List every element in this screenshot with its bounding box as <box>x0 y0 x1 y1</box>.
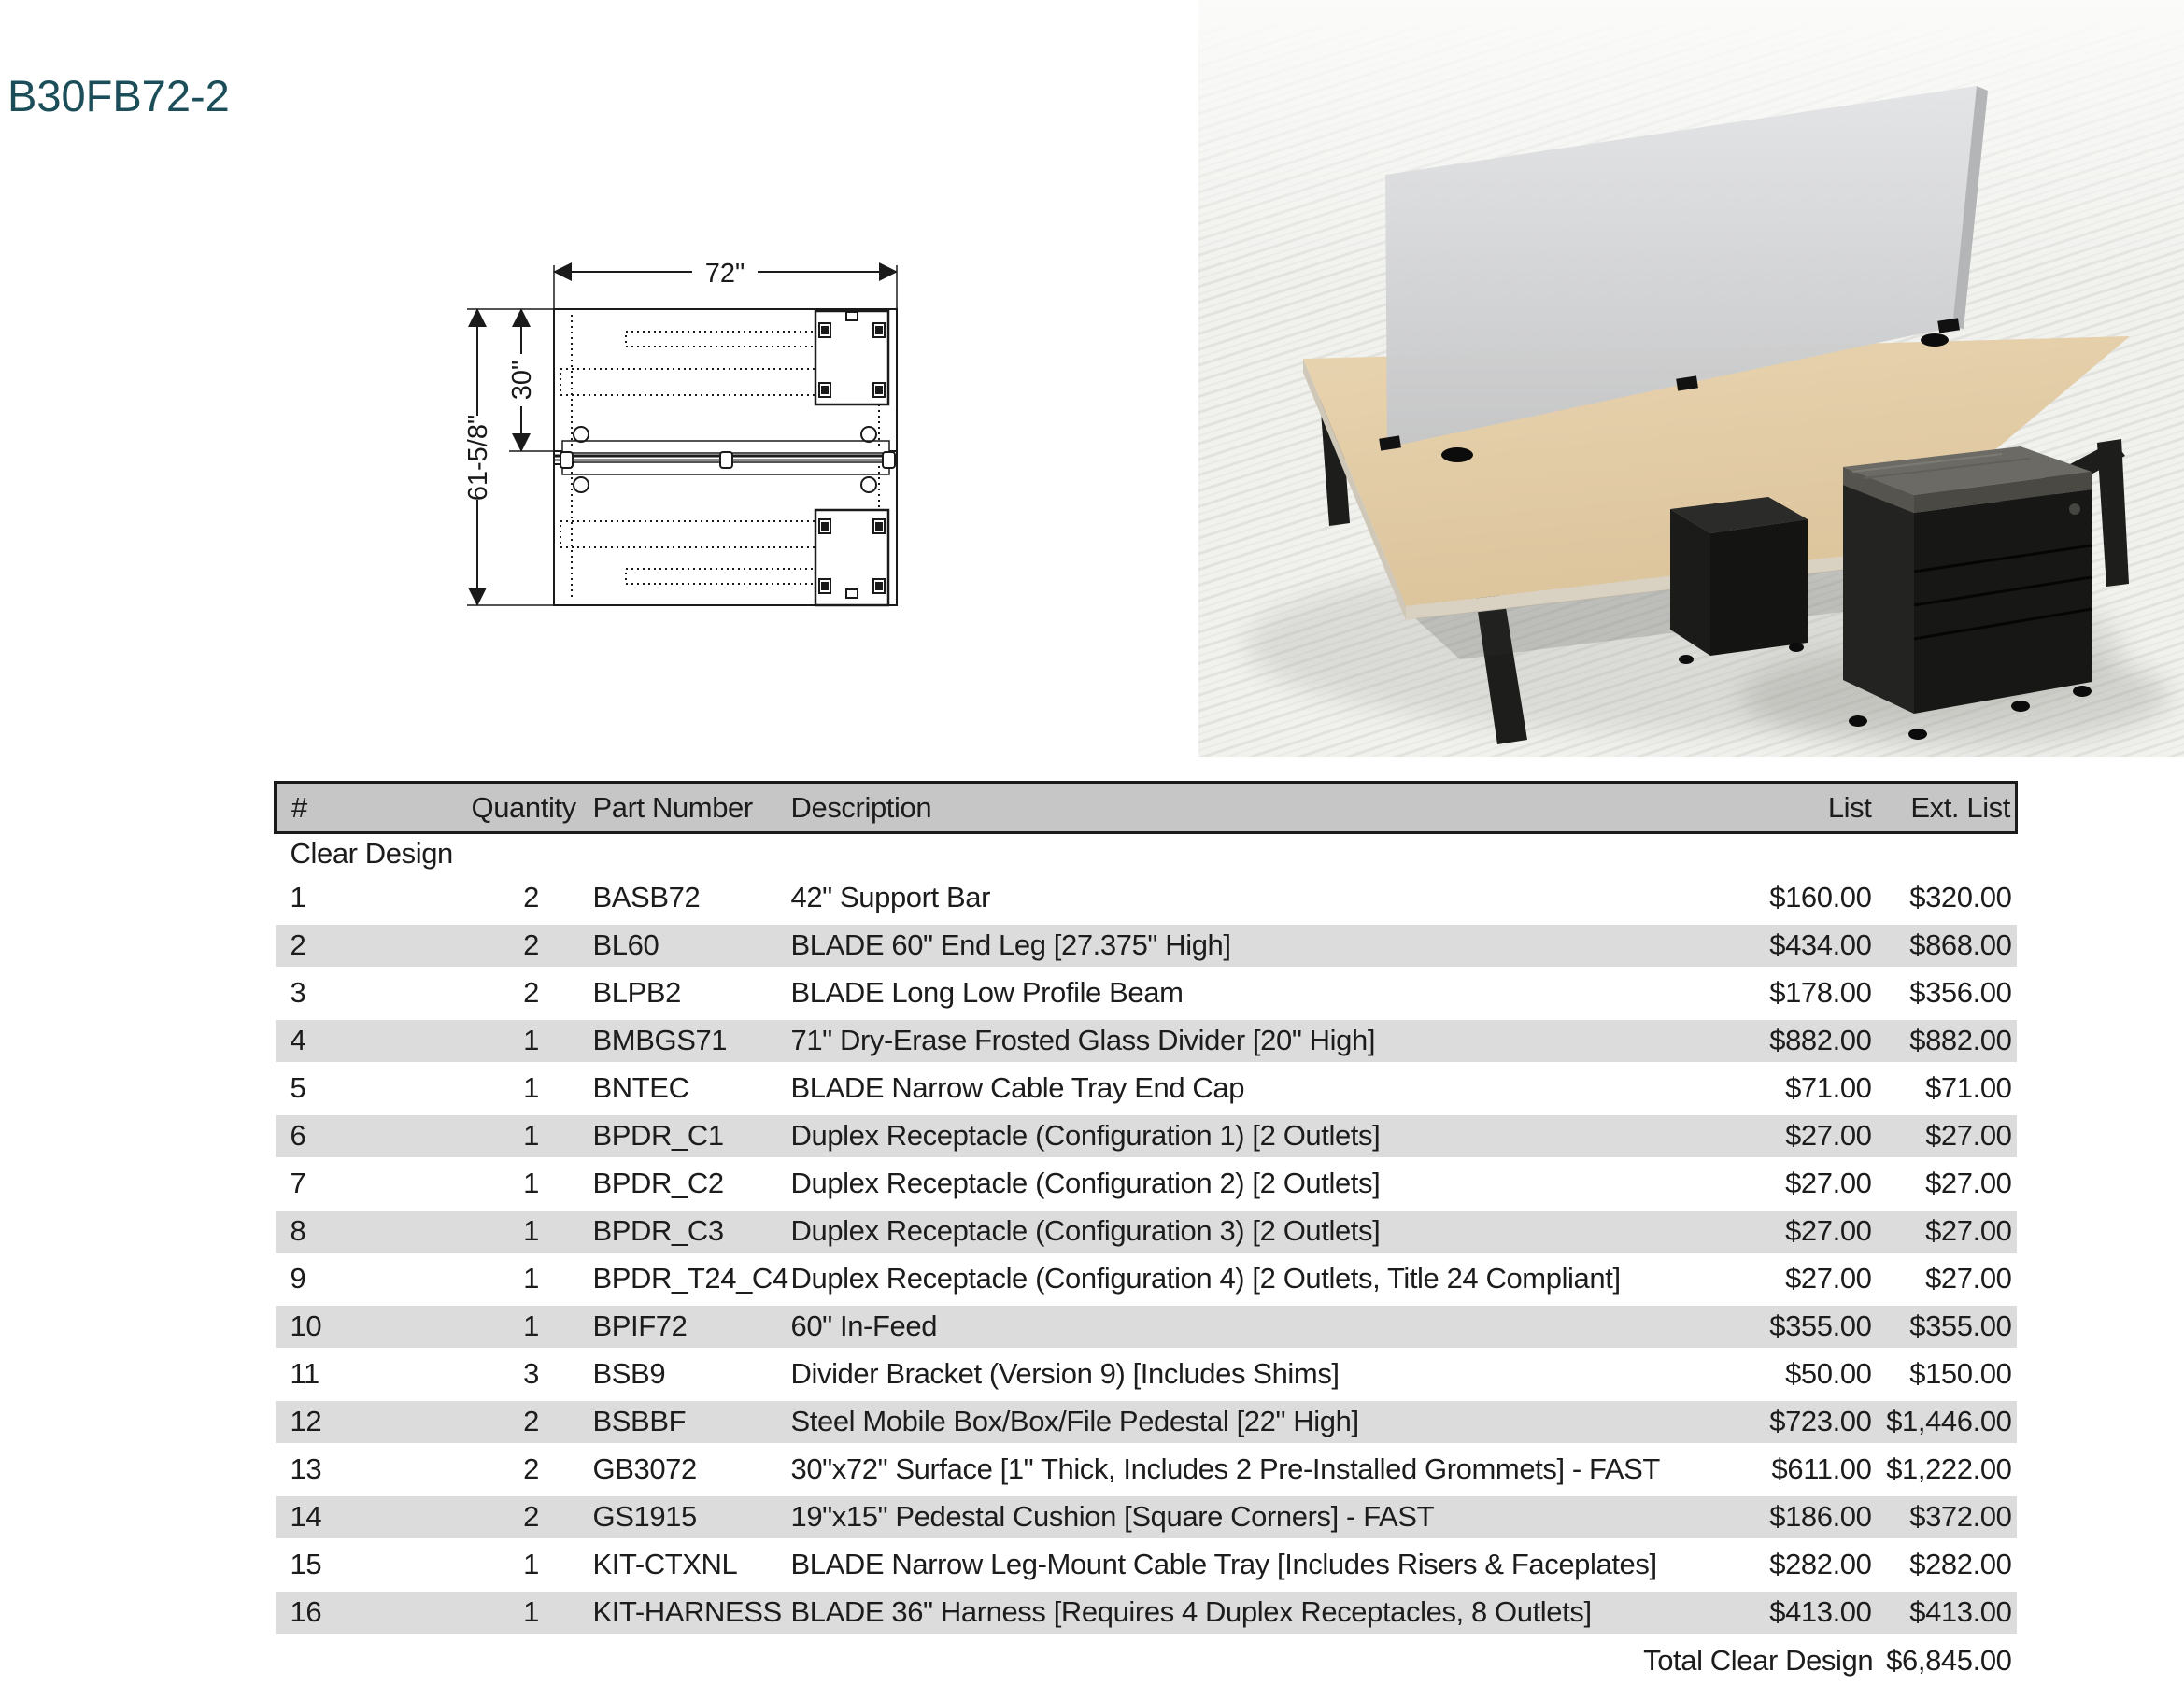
cell-qty: 2 <box>523 881 539 913</box>
total-amount: $6,845.00 <box>1886 1643 2012 1677</box>
drawing-grommet <box>861 427 876 442</box>
cell-qty: 1 <box>523 1071 539 1104</box>
table-row <box>276 1351 2017 1398</box>
cell-part: GS1915 <box>593 1494 791 1541</box>
cell-desc: Steel Mobile Box/Box/File Pedestal [22" High] <box>791 1398 1722 1446</box>
cell-ext: $27.00 <box>1872 1208 2017 1255</box>
cell-qty: 2 <box>523 1452 539 1485</box>
cell-qty: 1 <box>470 1112 593 1160</box>
table-row <box>276 1589 2017 1636</box>
cell-desc: Duplex Receptacle (Configuration 4) [2 Outlets, Title 24 Compliant] <box>790 1262 1621 1295</box>
cell-list: $434.00 <box>1722 922 1872 970</box>
cell-num: 8 <box>276 1208 470 1255</box>
cell-num: 16 <box>276 1589 470 1636</box>
cell-part: BPDR_C1 <box>593 1112 791 1160</box>
cell-desc: BLADE Narrow Cable Tray End Cap <box>790 1071 1245 1104</box>
table-row <box>276 1065 2017 1112</box>
cell-part: BPDR_C3 <box>593 1208 791 1255</box>
cell-qty: 2 <box>523 976 539 1009</box>
cell-ext: $27.00 <box>1925 1167 2012 1199</box>
cell-desc: BLADE Narrow Leg-Mount Cable Tray [Includes Risers & Faceplates] <box>790 1548 1657 1580</box>
cell-num: 15 <box>290 1548 322 1580</box>
section-label: Clear Design <box>290 837 453 871</box>
cell-qty: 1 <box>470 1208 593 1255</box>
cell-desc: 19"x15" Pedestal Cushion [Square Corners] - FAST <box>791 1494 1722 1541</box>
cell-num: 7 <box>290 1167 306 1199</box>
col-header-ext-list: Ext. List <box>1872 783 2017 833</box>
drawing-clamp-left <box>560 452 573 468</box>
cell-list: $611.00 <box>1771 1452 1872 1485</box>
dim-label-depth: 30" <box>507 360 537 401</box>
cell-desc: 60" In-Feed <box>791 1303 1722 1351</box>
cell-list: $413.00 <box>1722 1589 1872 1636</box>
cell-list: $27.00 <box>1785 1167 1872 1199</box>
cell-list: $186.00 <box>1722 1494 1872 1541</box>
cell-ext: $356.00 <box>1909 976 2012 1009</box>
cell-ext: $355.00 <box>1872 1303 2017 1351</box>
dim-label-total-depth: 61-5/8" <box>463 414 493 502</box>
cell-list: $27.00 <box>1785 1262 1872 1295</box>
cell-num: 13 <box>290 1452 322 1485</box>
cell-desc: BLADE 36" Harness [Requires 4 Duplex Receptacles, 8 Outlets] <box>791 1589 1722 1636</box>
cell-num: 12 <box>276 1398 470 1446</box>
drawing-grommet <box>574 477 589 492</box>
cell-qty: 2 <box>470 1398 593 1446</box>
section-row <box>276 833 2017 874</box>
table-row <box>276 922 2017 970</box>
drawing-clamp-center <box>720 452 732 468</box>
cell-qty: 1 <box>523 1167 539 1199</box>
cell-part: BPDR_C2 <box>592 1167 724 1199</box>
cell-num: 6 <box>276 1112 470 1160</box>
cell-ext: $71.00 <box>1925 1071 2012 1104</box>
cell-ext: $868.00 <box>1872 922 2017 970</box>
parts-table-body <box>276 833 2017 1685</box>
cell-part: BLPB2 <box>592 976 682 1009</box>
cell-num: 2 <box>276 922 470 970</box>
cell-list: $27.00 <box>1722 1112 1872 1160</box>
cell-part: BSB9 <box>592 1357 666 1390</box>
cell-desc: BLADE Long Low Profile Beam <box>790 976 1184 1009</box>
cell-desc: Duplex Receptacle (Configuration 2) [2 Outlets] <box>790 1167 1381 1199</box>
cell-num: 9 <box>290 1262 306 1295</box>
cell-qty: 2 <box>470 1494 593 1541</box>
col-header-num: # <box>276 783 470 833</box>
drawing-grommet <box>861 477 876 492</box>
cell-desc: BLADE 60" End Leg [27.375" High] <box>791 922 1722 970</box>
cell-list: $723.00 <box>1722 1398 1872 1446</box>
cell-part: BPIF72 <box>593 1303 791 1351</box>
cell-list: $355.00 <box>1722 1303 1872 1351</box>
cell-part: BSBBF <box>593 1398 791 1446</box>
cell-list: $282.00 <box>1769 1548 1872 1580</box>
cell-num: 3 <box>290 976 306 1009</box>
cell-list: $27.00 <box>1722 1208 1872 1255</box>
cell-qty: 1 <box>523 1262 539 1295</box>
table-row <box>276 1160 2017 1208</box>
cell-ext: $413.00 <box>1872 1589 2017 1636</box>
cell-list: $160.00 <box>1769 881 1872 913</box>
drawing-grommet <box>574 427 589 442</box>
table-row <box>276 1208 2017 1255</box>
cell-desc: Duplex Receptacle (Configuration 3) [2 Outlets] <box>791 1208 1722 1255</box>
cell-ext: $27.00 <box>1872 1112 2017 1160</box>
table-row <box>276 1541 2017 1589</box>
drawing-clamp-right <box>883 452 895 468</box>
parts-table <box>274 781 2015 1685</box>
col-header-list: List <box>1722 783 1872 833</box>
cell-ext: $1,446.00 <box>1872 1398 2017 1446</box>
cell-ext: $27.00 <box>1925 1262 2012 1295</box>
cell-ext: $372.00 <box>1872 1494 2017 1541</box>
table-row <box>276 1303 2017 1351</box>
cell-ext: $882.00 <box>1872 1017 2017 1065</box>
cell-part: GB3072 <box>592 1452 697 1485</box>
cell-qty: 1 <box>470 1303 593 1351</box>
plan-drawing <box>462 210 906 630</box>
cell-ext: $320.00 <box>1909 881 2012 913</box>
photo-grommet <box>1441 447 1473 462</box>
cell-part: KIT-HARNESS <box>593 1589 791 1636</box>
cell-ext: $150.00 <box>1909 1357 2012 1390</box>
cell-part: BASB72 <box>592 881 701 913</box>
cell-list: $882.00 <box>1722 1017 1872 1065</box>
table-row <box>276 1255 2017 1303</box>
product-photo <box>1198 0 2184 757</box>
photo-grommet <box>1921 333 1949 347</box>
cell-desc: 30"x72" Surface [1" Thick, Includes 2 Pre-Installed Grommets] - FAST <box>790 1452 1660 1485</box>
dim-label-width: 72" <box>704 259 745 289</box>
cell-desc: Divider Bracket (Version 9) [Includes Shims] <box>790 1357 1340 1390</box>
table-row <box>276 1017 2017 1065</box>
table-row <box>276 1446 2017 1494</box>
table-row <box>276 970 2017 1017</box>
table-row <box>276 1494 2017 1541</box>
table-row <box>276 1398 2017 1446</box>
table-header-row <box>276 783 2017 833</box>
table-row <box>276 1112 2017 1160</box>
col-header-description: Description <box>791 783 1722 833</box>
cell-num: 10 <box>276 1303 470 1351</box>
cell-part: BNTEC <box>592 1071 689 1104</box>
total-row <box>276 1636 2017 1685</box>
cell-part: BPDR_T24_C4 <box>592 1262 788 1295</box>
cell-num: 11 <box>290 1357 319 1390</box>
cell-desc: 42" Support Bar <box>790 881 991 913</box>
cell-ext: $1,222.00 <box>1886 1452 2012 1485</box>
cell-desc: 71" Dry-Erase Frosted Glass Divider [20" High] <box>791 1017 1722 1065</box>
cell-qty: 1 <box>523 1548 539 1580</box>
cell-list: $71.00 <box>1785 1071 1872 1104</box>
col-header-part-number: Part Number <box>593 783 791 833</box>
cell-part: BL60 <box>593 922 791 970</box>
cell-qty: 3 <box>523 1357 539 1390</box>
cell-num: 5 <box>290 1071 306 1104</box>
photo-pedestal-far <box>1670 497 1808 664</box>
total-label: Total Clear Design <box>1643 1643 1874 1677</box>
cell-num: 14 <box>276 1494 470 1541</box>
cell-qty: 1 <box>470 1017 593 1065</box>
page-title: B30FB72-2 <box>7 71 230 120</box>
cell-qty: 2 <box>470 922 593 970</box>
cell-qty: 1 <box>470 1589 593 1636</box>
cell-list: $178.00 <box>1769 976 1872 1009</box>
col-header-quantity: Quantity <box>470 783 593 833</box>
cell-part: BMBGS71 <box>593 1017 791 1065</box>
cell-desc: Duplex Receptacle (Configuration 1) [2 Outlets] <box>791 1112 1722 1160</box>
cell-part: KIT-CTXNL <box>592 1548 738 1580</box>
table-row <box>276 874 2017 922</box>
cell-num: 1 <box>290 881 306 913</box>
cell-ext: $282.00 <box>1909 1548 2012 1580</box>
cell-list: $50.00 <box>1785 1357 1872 1390</box>
cell-num: 4 <box>276 1017 470 1065</box>
